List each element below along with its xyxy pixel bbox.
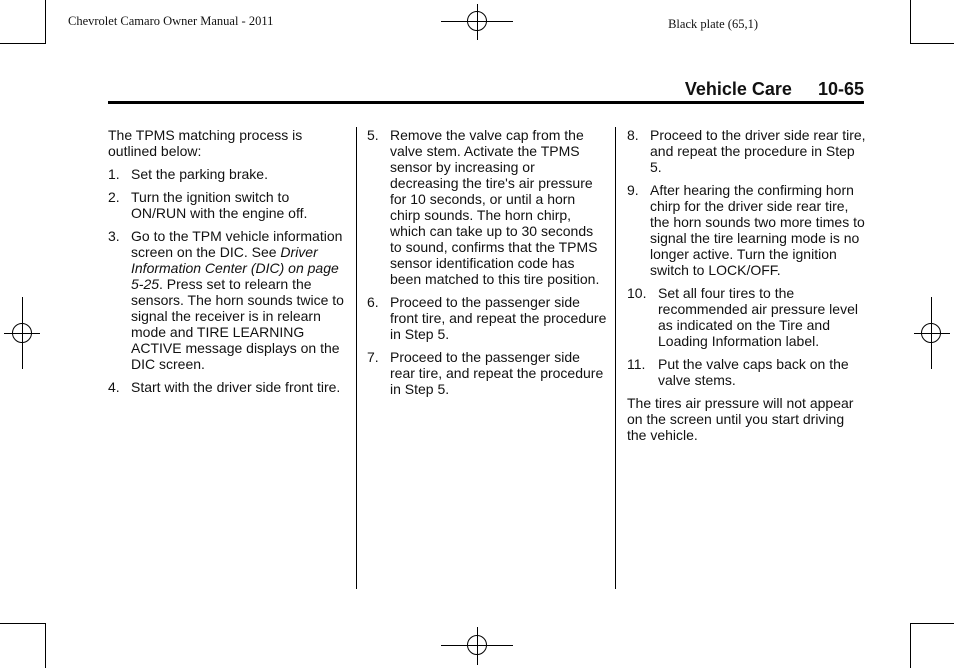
closing-paragraph: The tires air pressure will not appear on the screen until you start driving the vehicle.: [627, 395, 854, 443]
step-text: Put the valve caps back on the valve stems.: [658, 356, 849, 388]
step-10: [627, 285, 867, 349]
step-text: Proceed to the driver side rear tire, and repeat the procedure in Step 5.: [650, 127, 866, 175]
step-6: [367, 294, 607, 342]
cross-reference-link[interactable]: Driver Information Center (DIC) on page 5-25: [131, 244, 339, 292]
heading-rule: [108, 101, 864, 104]
step-text: Set the parking brake.: [131, 166, 268, 182]
step-number: 10.: [627, 285, 647, 301]
step-number: 1.: [108, 166, 120, 182]
step-number: 3.: [108, 228, 120, 244]
step-3: [108, 228, 348, 372]
page-number: 10-65: [817, 79, 864, 99]
step-number: 6.: [367, 294, 379, 310]
step-2: [108, 189, 348, 221]
step-text: After hearing the confirming horn chirp for the driver side rear tire, the horn sounds two more times to signal the tire learning mode is no longer active. Turn the ignition switch to LOCK/OFF.: [650, 182, 865, 278]
plate-label: Black plate (65,1): [668, 17, 758, 31]
step-number: 5.: [367, 127, 379, 143]
step-text: Proceed to the passenger side rear tire, and repeat the procedure in Step 5.: [390, 349, 604, 397]
step-9: [627, 182, 867, 278]
step-11: [627, 356, 867, 388]
step-4: [108, 379, 348, 395]
column-1: [108, 127, 348, 402]
section-title: Vehicle Care: [684, 79, 792, 99]
step-number: 4.: [108, 379, 120, 395]
step-text-post: . Press set to relearn the sensors. The horn sounds twice to signal the receiver is in relearn mode and TIRE LEARNING ACTIVE message displays on the DIC screen.: [131, 276, 344, 372]
column-divider: [615, 127, 616, 589]
step-text: Proceed to the passenger side front tire, and repeat the procedure in Step 5.: [390, 294, 607, 342]
step-7: [367, 349, 607, 397]
column-divider: [356, 127, 357, 589]
step-number: 7.: [367, 349, 379, 365]
step-5: [367, 127, 607, 287]
step-number: 2.: [108, 189, 120, 205]
step-1: [108, 166, 348, 182]
step-text: Turn the ignition switch to ON/RUN with the engine off.: [131, 189, 308, 221]
intro-paragraph: The TPMS matching process is outlined below:: [108, 127, 303, 159]
step-text-pre: Go to the TPM vehicle information screen on the DIC. See: [131, 228, 343, 260]
step-8: [627, 127, 867, 175]
step-text: Start with the driver side front tire.: [131, 379, 341, 395]
step-number: 8.: [627, 127, 639, 143]
manual-title: Chevrolet Camaro Owner Manual - 2011: [68, 14, 274, 28]
column-2: [367, 127, 607, 404]
section-heading: [685, 79, 864, 100]
step-number: 9.: [627, 182, 639, 198]
column-3: [627, 127, 867, 450]
step-number: 11.: [627, 356, 646, 372]
step-text: Set all four tires to the recommended air pressure level as indicated on the Tire and Loading Information label.: [658, 285, 858, 349]
step-text: Remove the valve cap from the valve stem. Activate the TPMS sensor by increasing or decreasing the tire's air pressure for 10 seconds, or until a horn chirp sounds. The horn chirp, which can take up to 30 seconds to sound, confirms that the TPMS sensor identification code has been matched to this tire position.: [390, 127, 600, 287]
